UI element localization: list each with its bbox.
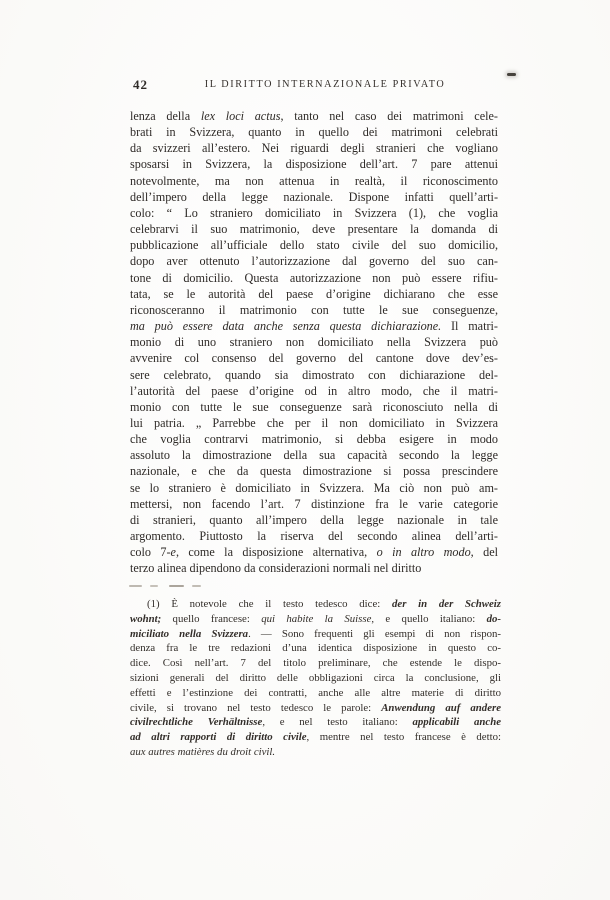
text-line: tata, se le autorità del paese d’origine dichiarano che esse [130, 286, 498, 301]
text-line: denza fra le tre redazioni d’una identica disposizione in questo co- [130, 642, 501, 655]
text-line: sizioni generali del diritto delle obbligazioni circa la conclusione, gli [130, 671, 501, 684]
ink-speck-mark [507, 73, 516, 76]
text-line: lui patria. „ Parrebbe che per il non domiciliato in Svizzera [130, 415, 498, 430]
text-line: civile, si trovano nel testo tedesco le parole: Anwendung auf andere [130, 701, 501, 714]
page-header [130, 77, 502, 93]
body-text [130, 108, 498, 577]
text-line: civilrechtliche Verhältnisse, e nel testo italiano: applicabili anche [130, 716, 502, 729]
text-line: mettersi, non facendo l’art. 7 distinzione fra le varie categorie [130, 496, 498, 511]
running-title: IL DIRITTO INTERNAZIONALE PRIVATO [204, 79, 446, 90]
separator-dash [192, 585, 201, 587]
footnote-separator [129, 584, 219, 588]
text-line: colo: “ Lo straniero domiciliato in Svizzera (1), che voglia [130, 205, 498, 220]
text-line: l’autorità del paese d’origine od in altro modo, che il matri- [130, 383, 498, 398]
footnote [130, 597, 501, 760]
text-line: riconosceranno il matrimonio con tutte le sue conseguenze, [130, 302, 498, 317]
text-line: ad altri rapporti di diritto civile, mentre nel testo francese è detto: [130, 731, 501, 744]
text-line: nazionale, e che da questa dimostrazione si possa prescindere [130, 464, 498, 479]
text-line: monio con tutte le sue conseguenze sarà riconosciuto nella di [130, 399, 498, 414]
separator-dash [169, 585, 184, 587]
text-line: lenza della lex loci actus, tanto nel caso dei matrimoni cele- [130, 109, 498, 123]
text-line: monio di uno straniero non domiciliato nella Svizzera può [130, 335, 498, 350]
text-line: aux autres matières du droit civil. [130, 745, 276, 758]
text-line: celebrarvi il suo matrimonio, deve presentare la domanda di [130, 222, 498, 237]
text-line: argomento. Piuttosto la riserva del secondo alinea dell’arti- [130, 529, 498, 544]
text-line: brati in Svizzera, quanto in quello dei matrimoni celebrati [130, 125, 498, 140]
text-line: miciliato nella Svizzera. — Sono frequenti gli esempi di non rispon- [130, 627, 502, 640]
text-line: dice. Così nell’art. 7 del titolo preliminare, che estende le dispo- [130, 657, 501, 670]
text-line: effetti e l’estinzione dei contratti, anche alle altre materie di diritto [130, 686, 501, 699]
text-line: ma può essere data anche senza questa dichiarazione. Il matri- [130, 319, 498, 334]
text-line: wohnt; quello francese: qui habite la Suisse, e quello italiano: do- [130, 612, 502, 625]
text-line: terzo alinea dipendono da considerazioni normali nel diritto [130, 561, 422, 576]
separator-dash [129, 585, 142, 587]
text-line: dopo aver ottenuto l’autorizzazione dal governo del suo can- [130, 254, 498, 269]
text-line: notevolmente, ma non attenua in realtà, il riconoscimento [130, 173, 498, 188]
text-line: se lo straniero è domiciliato in Svizzera. Ma ciò non può am- [130, 480, 498, 495]
text-line: tone di domicilio. Questa autorizzazione non può essere rifiu- [130, 270, 498, 285]
text-line: da svizzeri all’estero. Nei riguardi degli stranieri che vogliano [130, 141, 498, 156]
text-line: sere celebrato, quando sia dimostrato con dichiarazione del- [130, 367, 498, 382]
text-line: dell’impero della legge nazionale. Dispone infatti quell’arti- [130, 189, 498, 204]
text-line: sposarsi in Svizzera, la disposizione dell’art. 7 pare attenui [130, 157, 498, 172]
separator-dash [150, 585, 158, 587]
text-line: che voglia contrarvi matrimonio, si debba esigere in modo [130, 432, 498, 447]
page-number: 42 [133, 77, 148, 92]
text-line: colo 7-e, come la disposizione alternativa, o in altro modo, del [130, 545, 499, 560]
text-line: di stranieri, quanto all’impero della legge nazionale in tale [130, 512, 498, 527]
text-line: assoluto la dimostrazione della sua capacità secondo la legge [130, 448, 498, 463]
text-line: pubblicazione all’ufficiale dello stato civile del suo domicilio, [130, 238, 498, 253]
text-line: (1) È notevole che il testo tedesco dice: der in der Schweiz [147, 598, 501, 610]
text-line: avvenire col consenso del governo del cantone dove dev’es- [130, 351, 498, 366]
